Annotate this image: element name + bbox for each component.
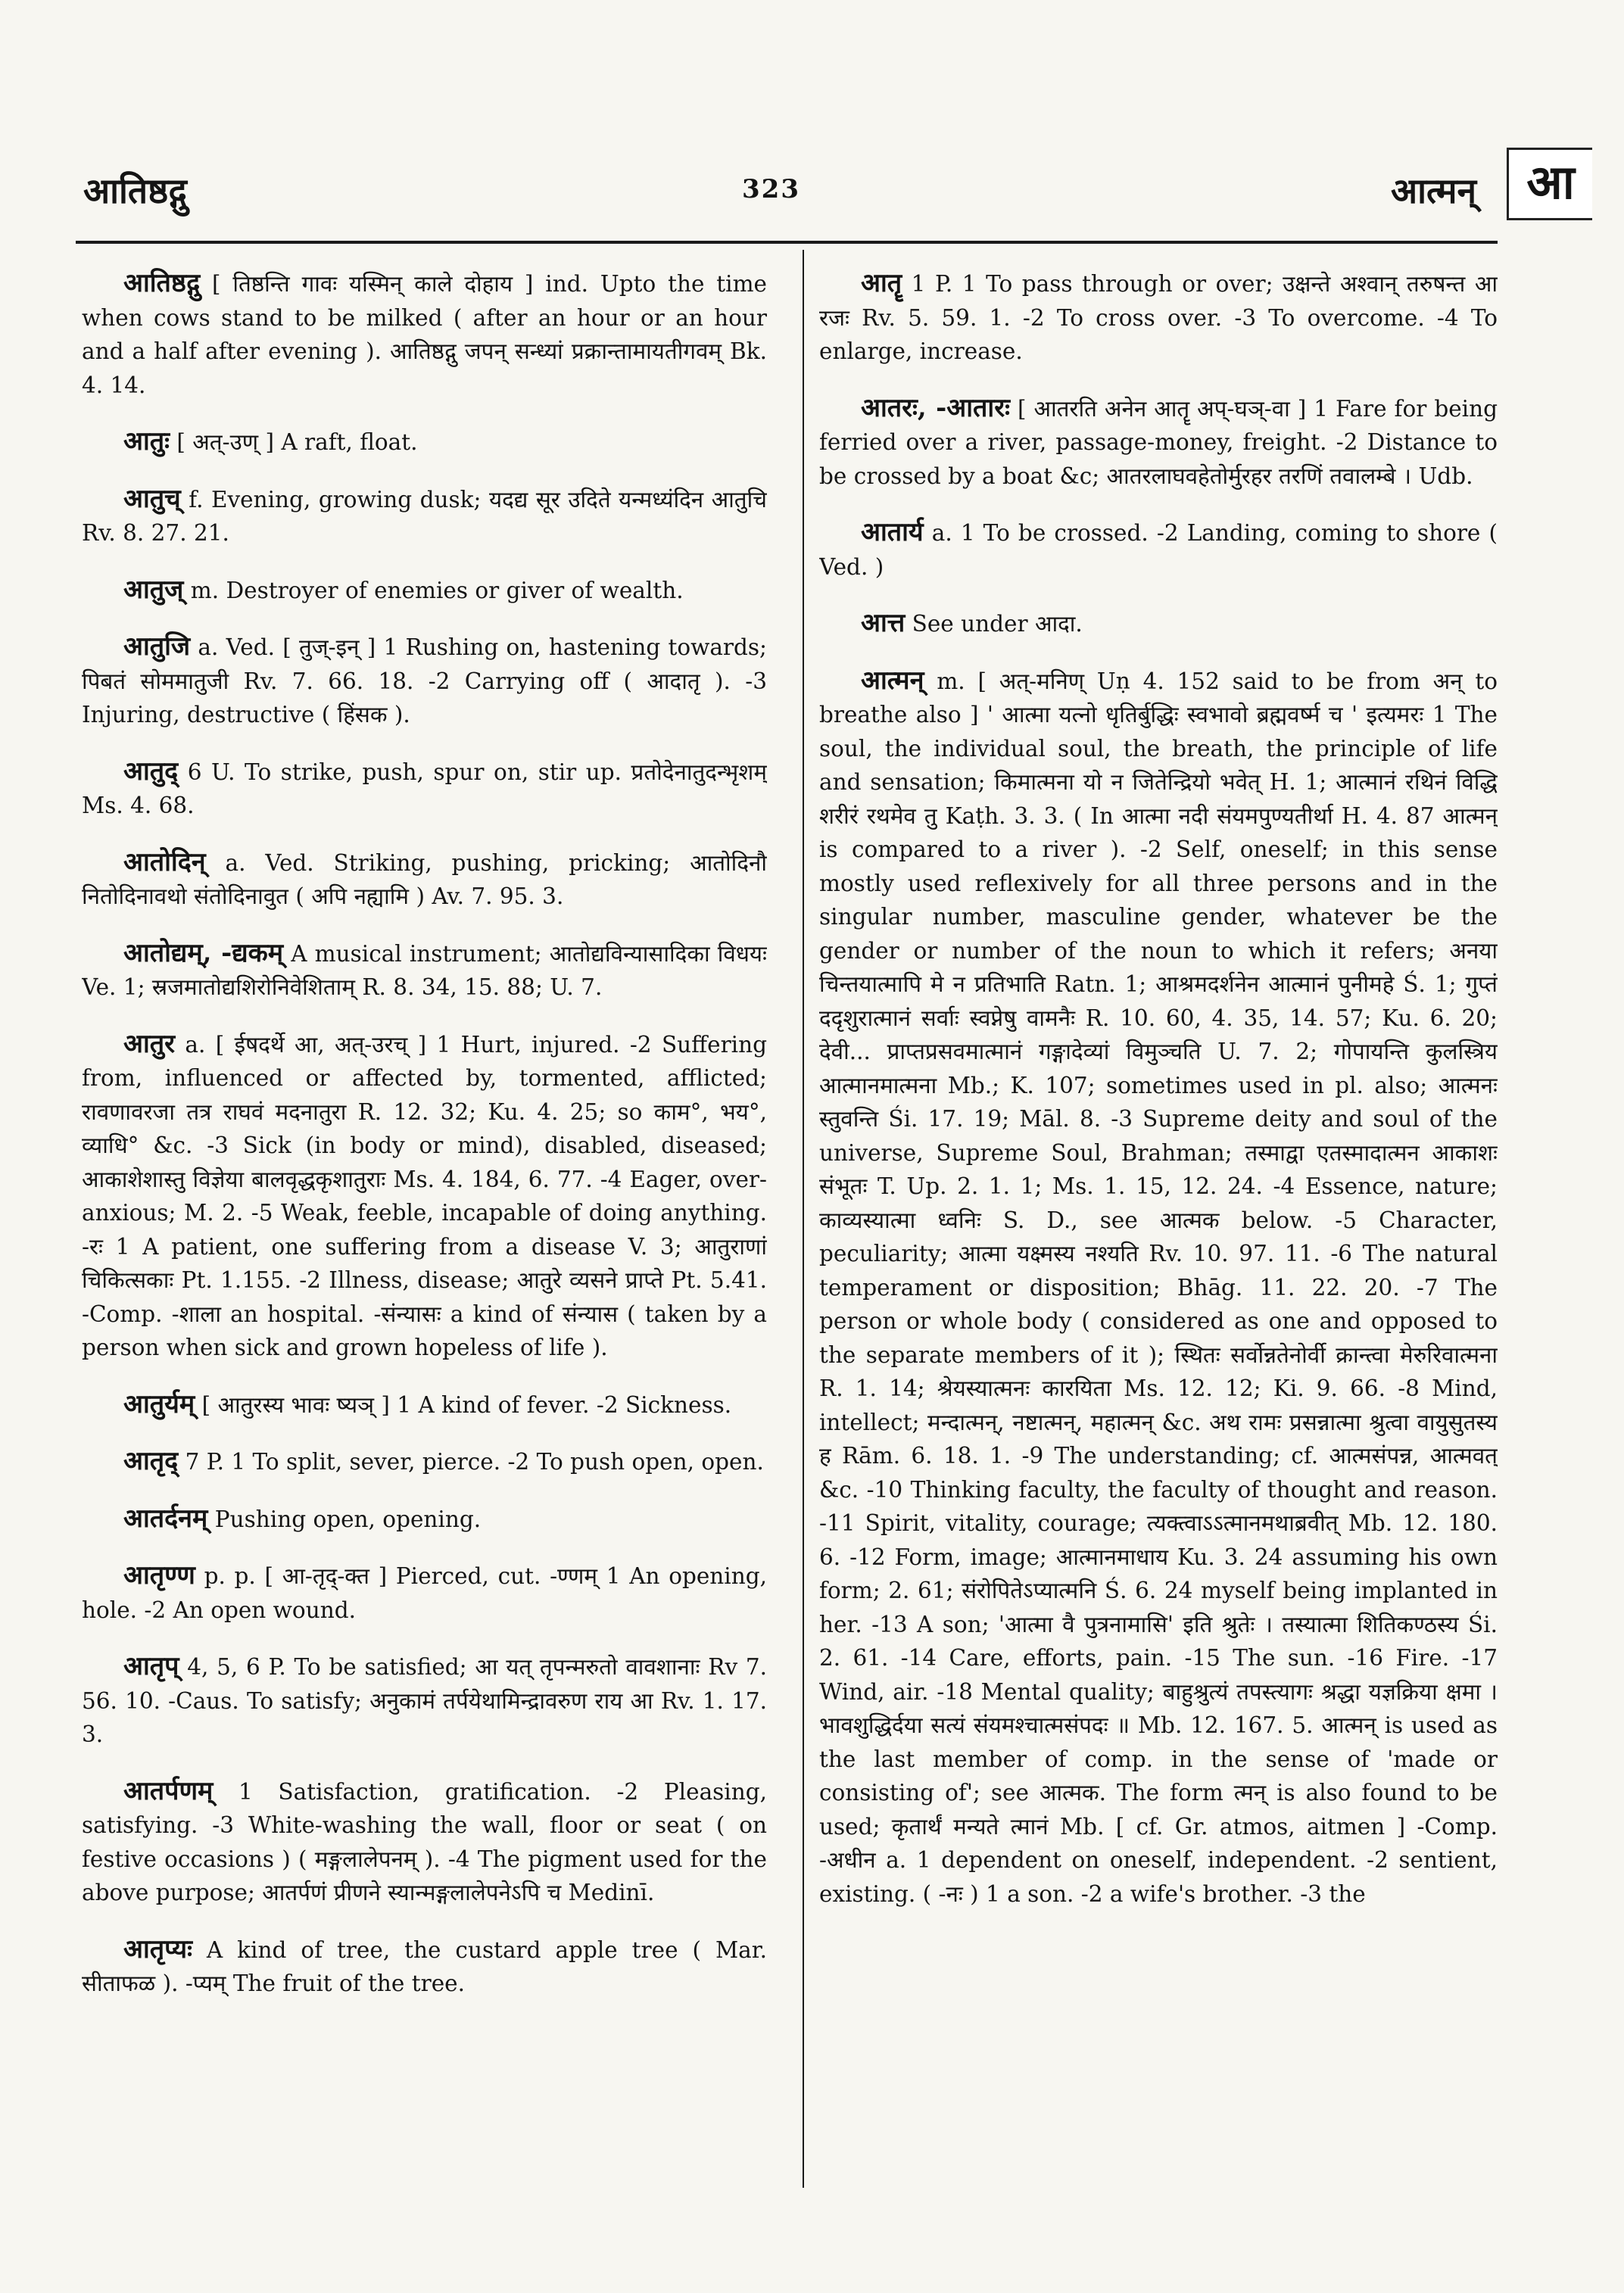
dictionary-entry bbox=[819, 606, 1498, 641]
entry-headword: आतुर bbox=[123, 1028, 176, 1059]
right-column bbox=[819, 266, 1498, 2204]
entry-definition: 7 P. 1 To split, sever, pierce. -2 To push open, open. bbox=[178, 1449, 764, 1475]
page-header bbox=[76, 151, 1492, 220]
entry-headword: आतर्पणम् bbox=[123, 1775, 214, 1806]
entry-definition: Pushing open, opening. bbox=[207, 1506, 482, 1532]
entry-headword: आतृण्ण bbox=[123, 1560, 195, 1590]
entry-headword: आत्मन् bbox=[861, 665, 924, 696]
dictionary-entry bbox=[82, 1559, 767, 1627]
entry-headword: आत्त bbox=[861, 608, 906, 638]
entry-definition: See under आदा. bbox=[905, 611, 1083, 637]
dictionary-entry bbox=[82, 1650, 767, 1752]
entry-definition: p. p. [ आ-तृद्-क्त ] Pierced, cut. -ण्णम् 1 An opening, hole. -2 An open wound. bbox=[82, 1563, 767, 1623]
dictionary-entry bbox=[82, 1502, 767, 1537]
entry-headword: आतार्य bbox=[861, 517, 924, 547]
entry-headword: आतृप् bbox=[123, 1651, 179, 1681]
entry-definition: a. 1 To be crossed. -2 Landing, coming to shore ( Ved. ) bbox=[819, 520, 1498, 580]
left-column bbox=[82, 266, 767, 2204]
dictionary-entry bbox=[82, 1027, 767, 1365]
entry-definition: [ आतरति अनेन आतॄ अप्-घञ्-वा ] 1 Fare for being ferried over a river, passage-money, freight. -2 Distance to be crossed by a boat &c; आतरलाघवहेतोर्मुरहर तरणिं तवालम्बे । Udb. bbox=[819, 395, 1498, 489]
entry-headword: आतृद् bbox=[123, 1446, 179, 1476]
entry-headword: आतुः bbox=[123, 426, 170, 456]
dictionary-entry bbox=[82, 1933, 767, 2001]
entry-headword: आतिष्ठद्गु bbox=[123, 268, 201, 298]
dictionary-entry bbox=[82, 755, 767, 823]
entry-headword: आतर्दनम् bbox=[123, 1503, 208, 1534]
entry-definition: 6 U. To strike, push, spur on, stir up. प्रतोदेनातुदन्भृशम् Ms. 4. 68. bbox=[82, 759, 767, 818]
entry-definition: a. Ved. [ तुज्-इन् ] 1 Rushing on, hastening towards; पिबतं सोममातुजी Rv. 7. 66. 18. -2 Carrying off ( आदातृ ). -3 Injuring, destructive ( हिंसक ). bbox=[82, 634, 767, 727]
entry-definition: m. [ अत्-मनिण् Uṇ 4. 152 said to be from अन् to breathe also ] ' आत्मा यत्नो धृतिर्बुद्धिः स्वभावो ब्रह्मवर्ष्म च ' इत्यमरः 1 The soul, the individual soul, the breath, the principle of life and sensation; किमात्मना यो न जितेन्द्रियो भवेत् H. 1; आत्मानं रथिनं विद्धि शरीरं रथमेव तु Kaṭh. 3. 3. ( In आत्मा नदी संयमपुण्यतीर्था H. 4. 87 आत्मन् is compared to a river ). -2 Self, oneself; in this sense mostly used reflexively for all three persons and in the singular number, masculine gender, whatever be the gender or number of the noun to which it refers; अनया चिन्तयात्मापि मे न प्रतिभाति Ratn. 1; आश्रमदर्शनेन आत्मानं पुनीमहे Ś. 1; गुप्तं ददृशुरात्मानं सर्वाः स्वप्नेषु वामनैः R. 10. 60, 4. 35, 14. 57; Ku. 6. 20; देवी... प्राप्तप्रसवमात्मानं गङ्गादेव्यां विमुञ्चति U. 7. 2; गोपायन्ति कुलस्त्रिय आत्मानमात्मना Mb.; K. 107; sometimes used in pl. also; आत्मनः स्तुवन्ति Śi. 17. 19; Māl. 8. -3 Supreme deity and soul of the universe, Supreme Soul, Brahman; तस्माद्वा एतस्मादात्मन आकाशः संभूतः T. Up. 2. 1. 1; Ms. 1. 15, 12. 24. -4 Essence, nature; काव्यस्यात्मा ध्वनिः S. D., see आत्मक below. -5 Character, peculiarity; आत्मा यक्ष्मस्य नश्यति Rv. 10. 97. 11. -6 The natural temperament or disposition; Bhāg. 11. 22. 20. -7 The person or whole body ( considered as one and opposed to the separate members of it ); स्थितः सर्वोन्नतेनोर्वी क्रान्त्वा मेरुरिवात्मना R. 1. 14; श्रेयस्यात्मनः कारयिता Ms. 12. 12; Ki. 9. 66. -8 Mind, intellect; मन्दात्मन्, नष्टात्मन्, महात्मन् &c. अथ रामः प्रसन्नात्मा श्रुत्वा वायुसुतस्य ह Rām. 6. 18. 1. -9 The understanding; cf. आत्मसंपन्न, आत्मवत् &c. -10 Thinking faculty, the faculty of thought and reason. -11 Spirit, vitality, courage; त्यक्त्वाऽऽत्मानमथाब्रवीत् Mb. 12. 180. 6. -12 Form, image; आत्मानमाधाय Ku. 3. 24 assuming his own form; 2. 61; संरोपितेऽप्यात्मनि Ś. 6. 24 myself being implanted in her. -13 A son; 'आत्मा वै पुत्रनामासि' इति श्रुतेः । तस्यात्मा शितिकण्ठस्य Śi. 2. 61. -14 Care, efforts, pain. -15 The sun. -16 Fire. -17 Wind, air. -18 Mental quality; बाहुश्रुत्यं तपस्त्यागः श्रद्धा यज्ञक्रिया क्षमा । भावशुद्धिर्दया सत्यं संयमश्चात्मसंपदः ॥ Mb. 12. 167. 5. आत्मन् is used as the last member of comp. in the sense of 'made or consisting of'; see आत्मक. The form त्मन् is also found to be used; कृतार्थं मन्यते त्मानं Mb. [ cf. Gr. atmos, aitmen ] -Comp. -अधीन a. 1 dependent on oneself, independent. -2 sentient, existing. ( -नः ) 1 a son. -2 a wife's brother. -3 the bbox=[819, 668, 1498, 1907]
thumb-index-tab: आ bbox=[1507, 148, 1592, 220]
dictionary-entry bbox=[819, 266, 1498, 369]
dictionary-entry bbox=[819, 516, 1498, 584]
entry-definition: a. [ ईषदर्थे आ, अत्-उरच् ] 1 Hurt, injured. -2 Suffering from, influenced or affected by, tormented, afflicted; रावणावरजा तत्र राघवं मदनातुरा R. 12. 32; Ku. 4. 25; so काम°, भय°, व्याधि° &c. -3 Sick (in body or mind), disabled, diseased; आकाशेशास्तु विज्ञेया बालवृद्धकृशातुराः Ms. 4. 184, 6. 77. -4 Eager, over-anxious; M. 2. -5 Weak, feeble, incapable of doing anything. -रः 1 A patient, one suffering from a disease V. 3; आतुराणां चिकित्सकाः Pt. 1.155. -2 Illness, disease; आतुरे व्यसने प्राप्ते Pt. 5.41. -Comp. -शाला an hospital. -संन्यासः a kind of संन्यास ( taken by a person when sick and grown hopeless of life ). bbox=[82, 1031, 767, 1360]
entry-definition: 4, 5, 6 P. To be satisfied; आ यत् तृपन्मरुतो वावशानाः Rv 7. 56. 10. -Caus. To satisfy; अनुकामं तर्पयेथामिन्द्रावरुण राय आ Rv. 1. 17. 3. bbox=[82, 1654, 767, 1747]
dictionary-entry bbox=[82, 573, 767, 608]
entry-headword: आतृप्यः bbox=[123, 1933, 192, 1964]
entry-headword: आतॄ bbox=[861, 268, 902, 298]
entry-headword: आतुर्यम् bbox=[123, 1388, 195, 1419]
running-head-left: आतिष्ठद्गु bbox=[83, 170, 187, 211]
page-number: 323 bbox=[742, 174, 800, 204]
entry-headword: आतुच् bbox=[123, 483, 181, 514]
dictionary-entry bbox=[82, 425, 767, 460]
entry-headword: आतुजि bbox=[123, 631, 191, 662]
dictionary-entry bbox=[82, 482, 767, 550]
dictionary-entry bbox=[82, 630, 767, 732]
entry-headword: आतरः, -आतारः bbox=[861, 392, 1010, 423]
column-divider bbox=[803, 250, 804, 2188]
dictionary-entry bbox=[82, 846, 767, 914]
entry-definition: 1 Satisfaction, gratification. -2 Pleasing, satisfying. -3 White-washing the wall, floor or seat ( on festive occasions ) ( मङ्गलालेपनम् ). -4 The pigment used for the above purpose; आतर्पणं प्रीणने स्यान्मङ्गलालेपनेऽपि च Medinī. bbox=[82, 1778, 767, 1905]
entry-definition: 1 P. 1 To pass through or over; उक्षन्ते अश्वान् तरुषन्त आ रजः Rv. 5. 59. 1. -2 To cross over. -3 To overcome. -4 To enlarge, increase. bbox=[819, 271, 1498, 364]
entry-headword: आतुज् bbox=[123, 574, 184, 605]
entry-definition: a. Ved. Striking, pushing, pricking; आतोदिनौ नितोदिनावथो संतोदिनावुत ( अपि नह्यामि ) Av. 7. 95. 3. bbox=[82, 849, 767, 909]
entry-definition: [ आतुरस्य भावः ष्यञ् ] 1 A kind of fever. -2 Sickness. bbox=[195, 1391, 732, 1418]
dictionary-entry bbox=[819, 664, 1498, 1911]
entry-headword: आतोदिन् bbox=[123, 846, 206, 877]
dictionary-entry bbox=[82, 936, 767, 1005]
dictionary-entry bbox=[82, 1444, 767, 1479]
dictionary-entry bbox=[82, 266, 767, 402]
entry-headword: आतोद्यम्, -द्यकम् bbox=[123, 937, 284, 968]
dictionary-entry bbox=[82, 1388, 767, 1422]
dictionary-entry bbox=[819, 391, 1498, 494]
entry-definition: f. Evening, growing dusk; यदद्य सूर उदिते यन्मध्यंदिन आतुचि Rv. 8. 27. 21. bbox=[82, 486, 767, 546]
entry-headword: आतुद् bbox=[123, 756, 179, 787]
entry-definition: A musical instrument; आतोद्यविन्यासादिका विधयः Ve. 1; स्रजमातोद्यशिरोनिवेशिताम् R. 8. 34, 15. 88; U. 7. bbox=[82, 940, 767, 1000]
entry-definition: m. Destroyer of enemies or giver of wealth. bbox=[183, 577, 684, 603]
entry-definition: [ तिष्ठन्ति गावः यस्मिन् काले दोहाय ] ind. Upto the time when cows stand to be milked ( after an hour or an hour and a half after evening ). आतिष्ठद्गु जपन् सन्ध्यां प्रक्रान्तामायतीगवम् Bk. 4. 14. bbox=[82, 271, 767, 398]
dictionary-entry bbox=[82, 1774, 767, 1910]
entry-definition: [ अत्-उण् ] A raft, float. bbox=[170, 429, 418, 455]
header-rule bbox=[76, 241, 1498, 244]
entry-definition: A kind of tree, the custard apple tree ( Mar. सीताफळ ). -प्यम् The fruit of the tree. bbox=[82, 1936, 767, 1996]
running-head-right: आत्मन् bbox=[1391, 170, 1476, 211]
